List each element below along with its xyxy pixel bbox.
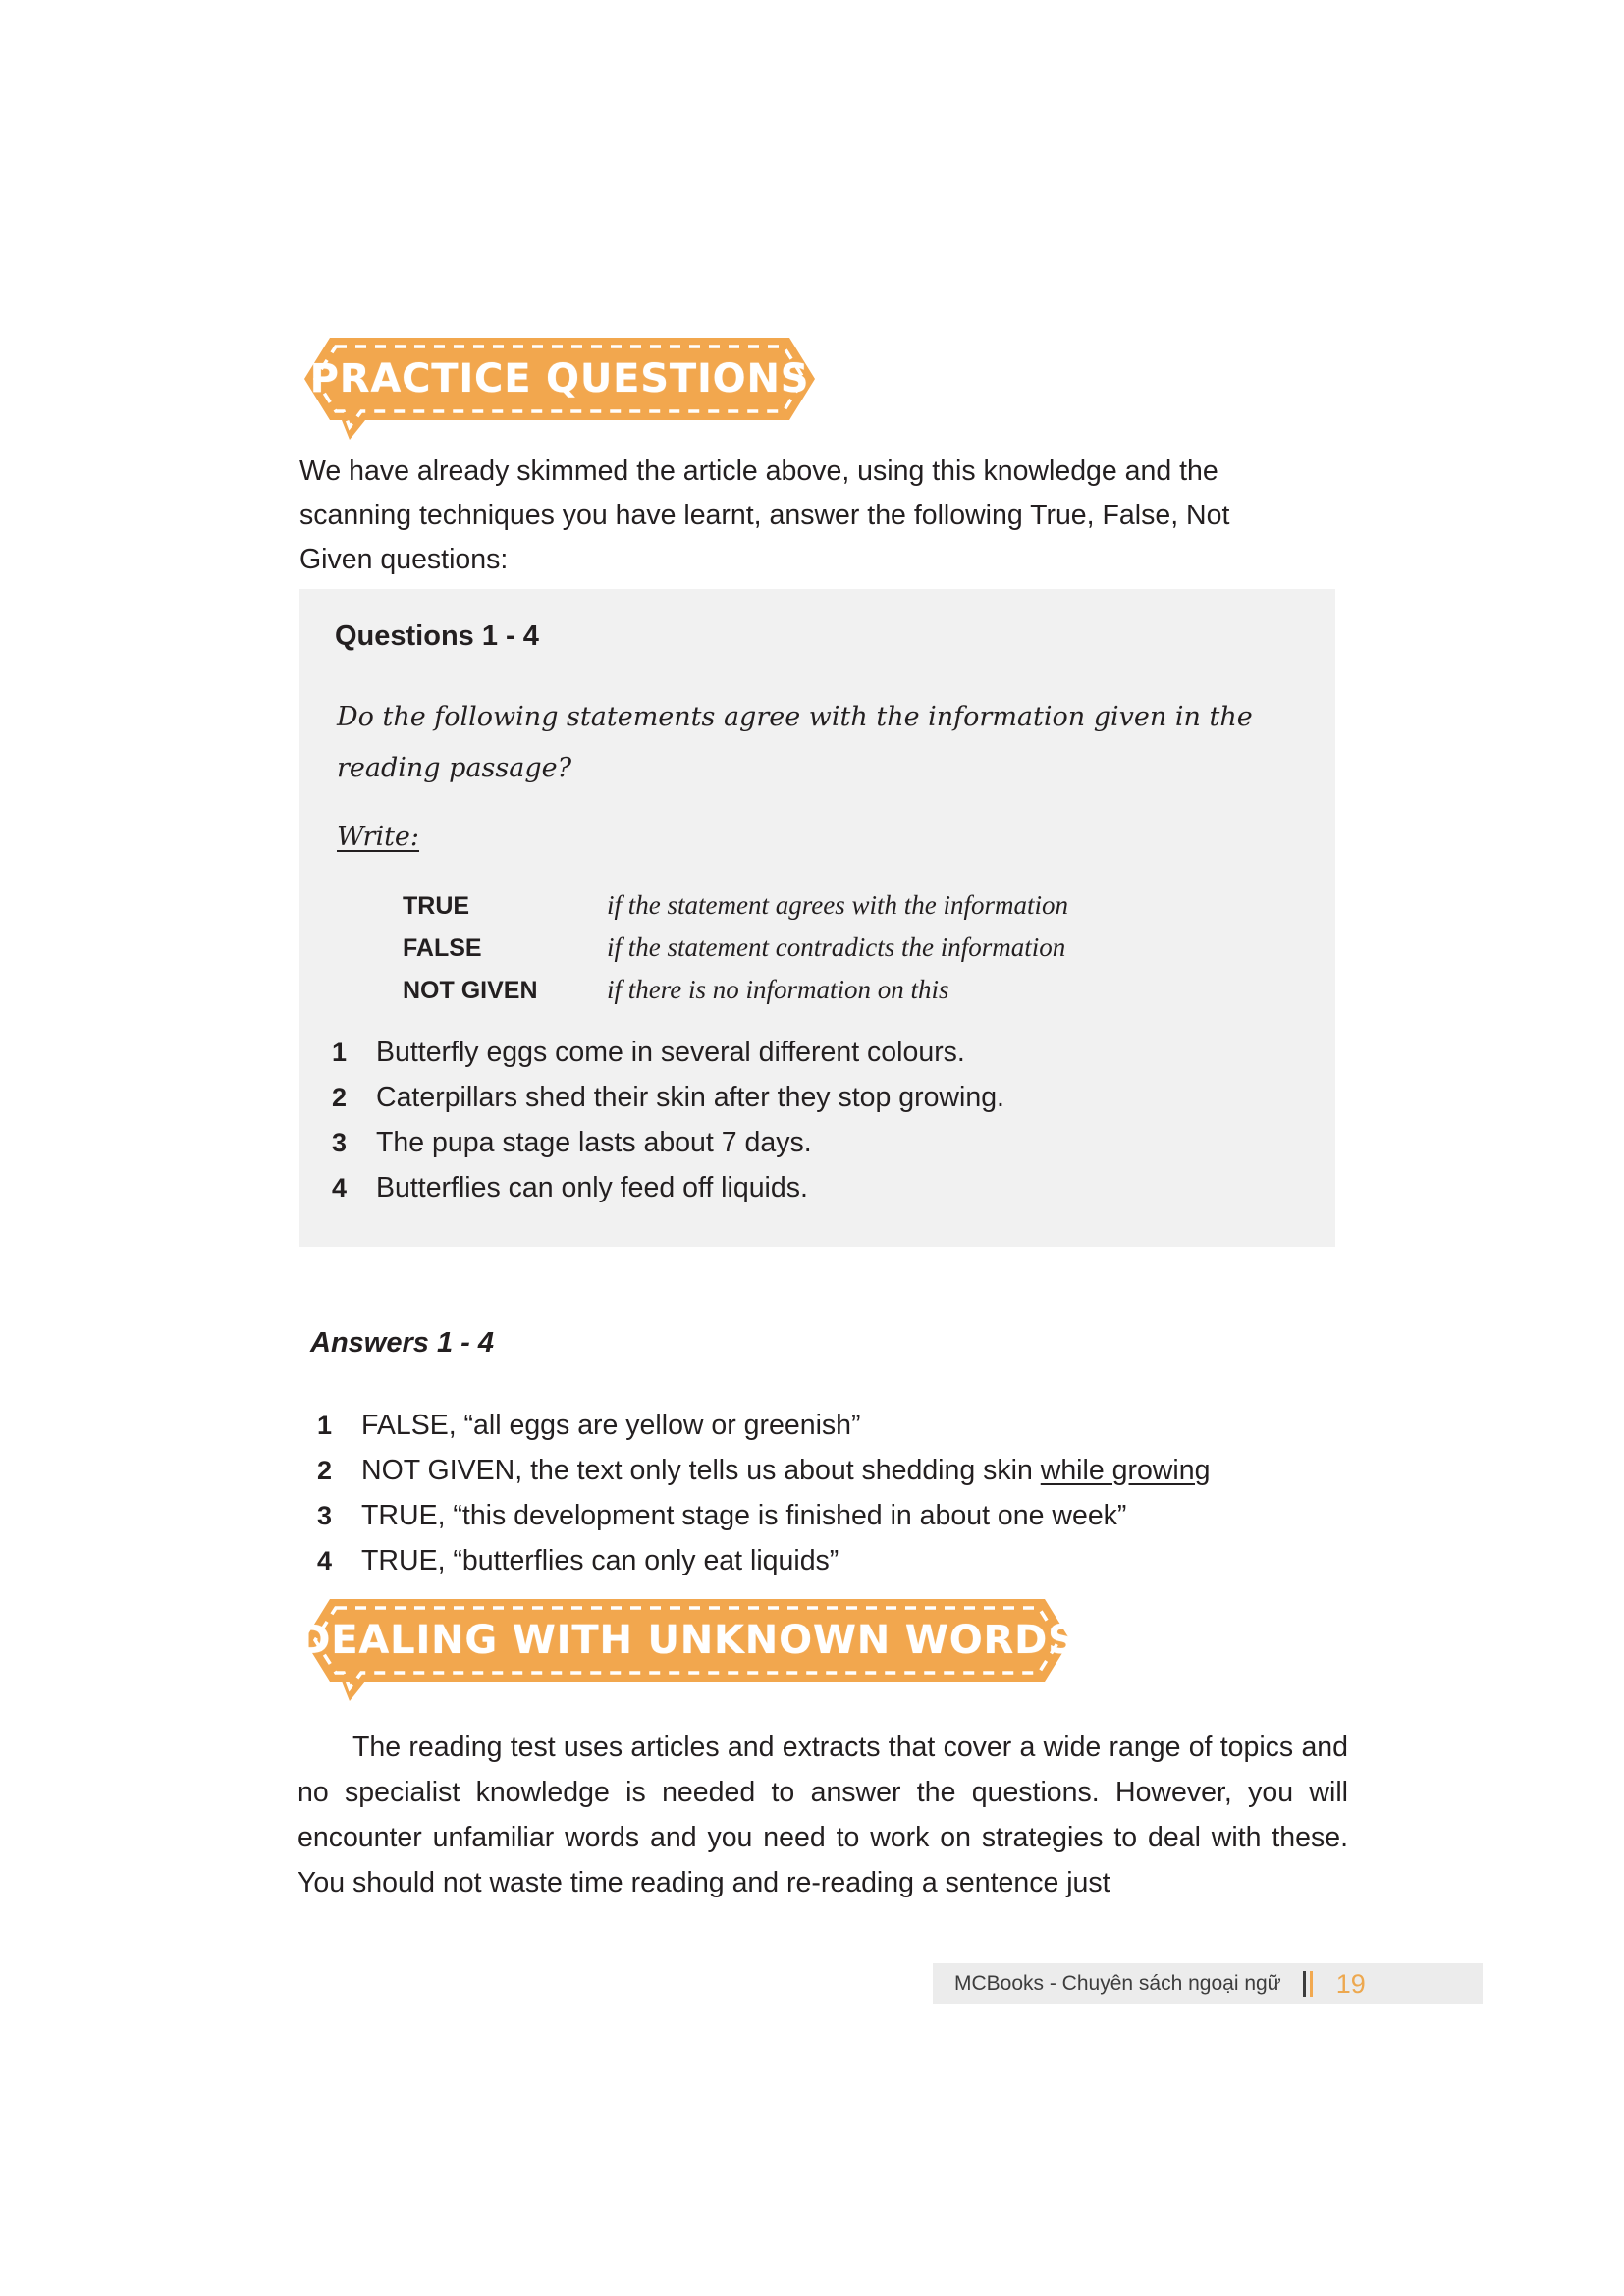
answer-text-plain: TRUE, “this development stage is finished in about one week” [361, 1500, 1127, 1531]
verdict-key-not-given: NOT GIVEN [403, 977, 538, 1004]
footer-publisher: MCBooks - Chuyên sách ngoại ngữ [954, 1972, 1281, 1995]
questions-panel-title: Questions 1 - 4 [335, 620, 539, 652]
footer-page-number: 19 [1335, 1968, 1366, 1999]
verdict-key-true: TRUE [403, 892, 470, 920]
answer-list [317, 1406, 1338, 1586]
verdict-row [403, 933, 1208, 975]
questions-panel [299, 589, 1335, 1247]
question-number: 4 [332, 1173, 348, 1202]
question-text: Caterpillars shed their skin after they stop growing. [376, 1082, 1004, 1113]
banner-dealing-label: DEALING WITH UNKNOWN WORDS [298, 1618, 1077, 1663]
closing-paragraph: The reading test uses articles and extracts that cover a wide range of topics and no specialist knowledge is needed to answer the questions. However, you will encounter unfamiliar words and you need to work on strategies to deal with these. You should not waste time reading and re-reading a sentence just [298, 1732, 1348, 1898]
verdict-key-false: FALSE [403, 934, 482, 962]
write-label: Write: [337, 822, 420, 852]
verdict-key-table [403, 890, 1208, 1017]
answer-text-plain: NOT GIVEN, the text only tells us about shedding skin [361, 1455, 1041, 1486]
verdict-row [403, 890, 1208, 933]
list-item [317, 1406, 1338, 1446]
answer-text [361, 1541, 839, 1581]
page-footer [933, 1963, 1483, 2004]
question-text: The pupa stage lasts about 7 days. [376, 1127, 812, 1158]
list-item [332, 1168, 1304, 1208]
list-item [332, 1078, 1304, 1118]
verdict-desc-true: if the statement agrees with the information [607, 890, 1068, 920]
question-number: 1 [332, 1038, 348, 1067]
answer-number: 2 [317, 1456, 333, 1485]
question-number: 2 [332, 1083, 348, 1112]
answer-text [361, 1451, 1210, 1491]
answer-text [361, 1496, 1126, 1536]
intro-paragraph: We have already skimmed the article above, using this knowledge and the scanning techniques you have learnt, answer the following True, False, Not Given questions: [299, 455, 1230, 575]
footer-separator-icon [1303, 1971, 1313, 1997]
banner-practice-label: PRACTICE QUESTIONS [309, 356, 810, 401]
list-item [332, 1123, 1304, 1163]
list-item [332, 1033, 1304, 1073]
question-list [332, 1033, 1304, 1213]
answer-number: 3 [317, 1501, 333, 1530]
answer-number: 1 [317, 1411, 333, 1440]
answer-text [361, 1406, 861, 1446]
ribbon-shape [298, 1597, 1077, 1703]
questions-panel-prompt: Do the following statements agree with the information given in the reading passage? [337, 702, 1253, 783]
question-text: Butterflies can only feed off liquids. [376, 1172, 808, 1203]
answers-title: Answers 1 - 4 [310, 1327, 494, 1359]
question-number: 3 [332, 1128, 348, 1157]
answer-text-underlined: while growing [1040, 1455, 1211, 1486]
answer-text-plain: TRUE, “butterflies can only eat liquids” [361, 1545, 839, 1576]
list-item [317, 1541, 1338, 1581]
answer-text-plain: FALSE, “all eggs are yellow or greenish” [361, 1410, 861, 1441]
verdict-desc-false: if the statement contradicts the information [607, 933, 1066, 962]
answer-number: 4 [317, 1546, 333, 1575]
question-text: Butterfly eggs come in several different colours. [376, 1037, 965, 1068]
section-banner-practice-questions [302, 336, 817, 442]
list-item [317, 1496, 1338, 1536]
ribbon-shape [302, 336, 817, 442]
verdict-desc-not-given: if there is no information on this [607, 975, 949, 1004]
list-item [317, 1451, 1338, 1491]
verdict-row [403, 975, 1208, 1017]
section-banner-dealing-with-unknown-words [298, 1597, 1077, 1703]
